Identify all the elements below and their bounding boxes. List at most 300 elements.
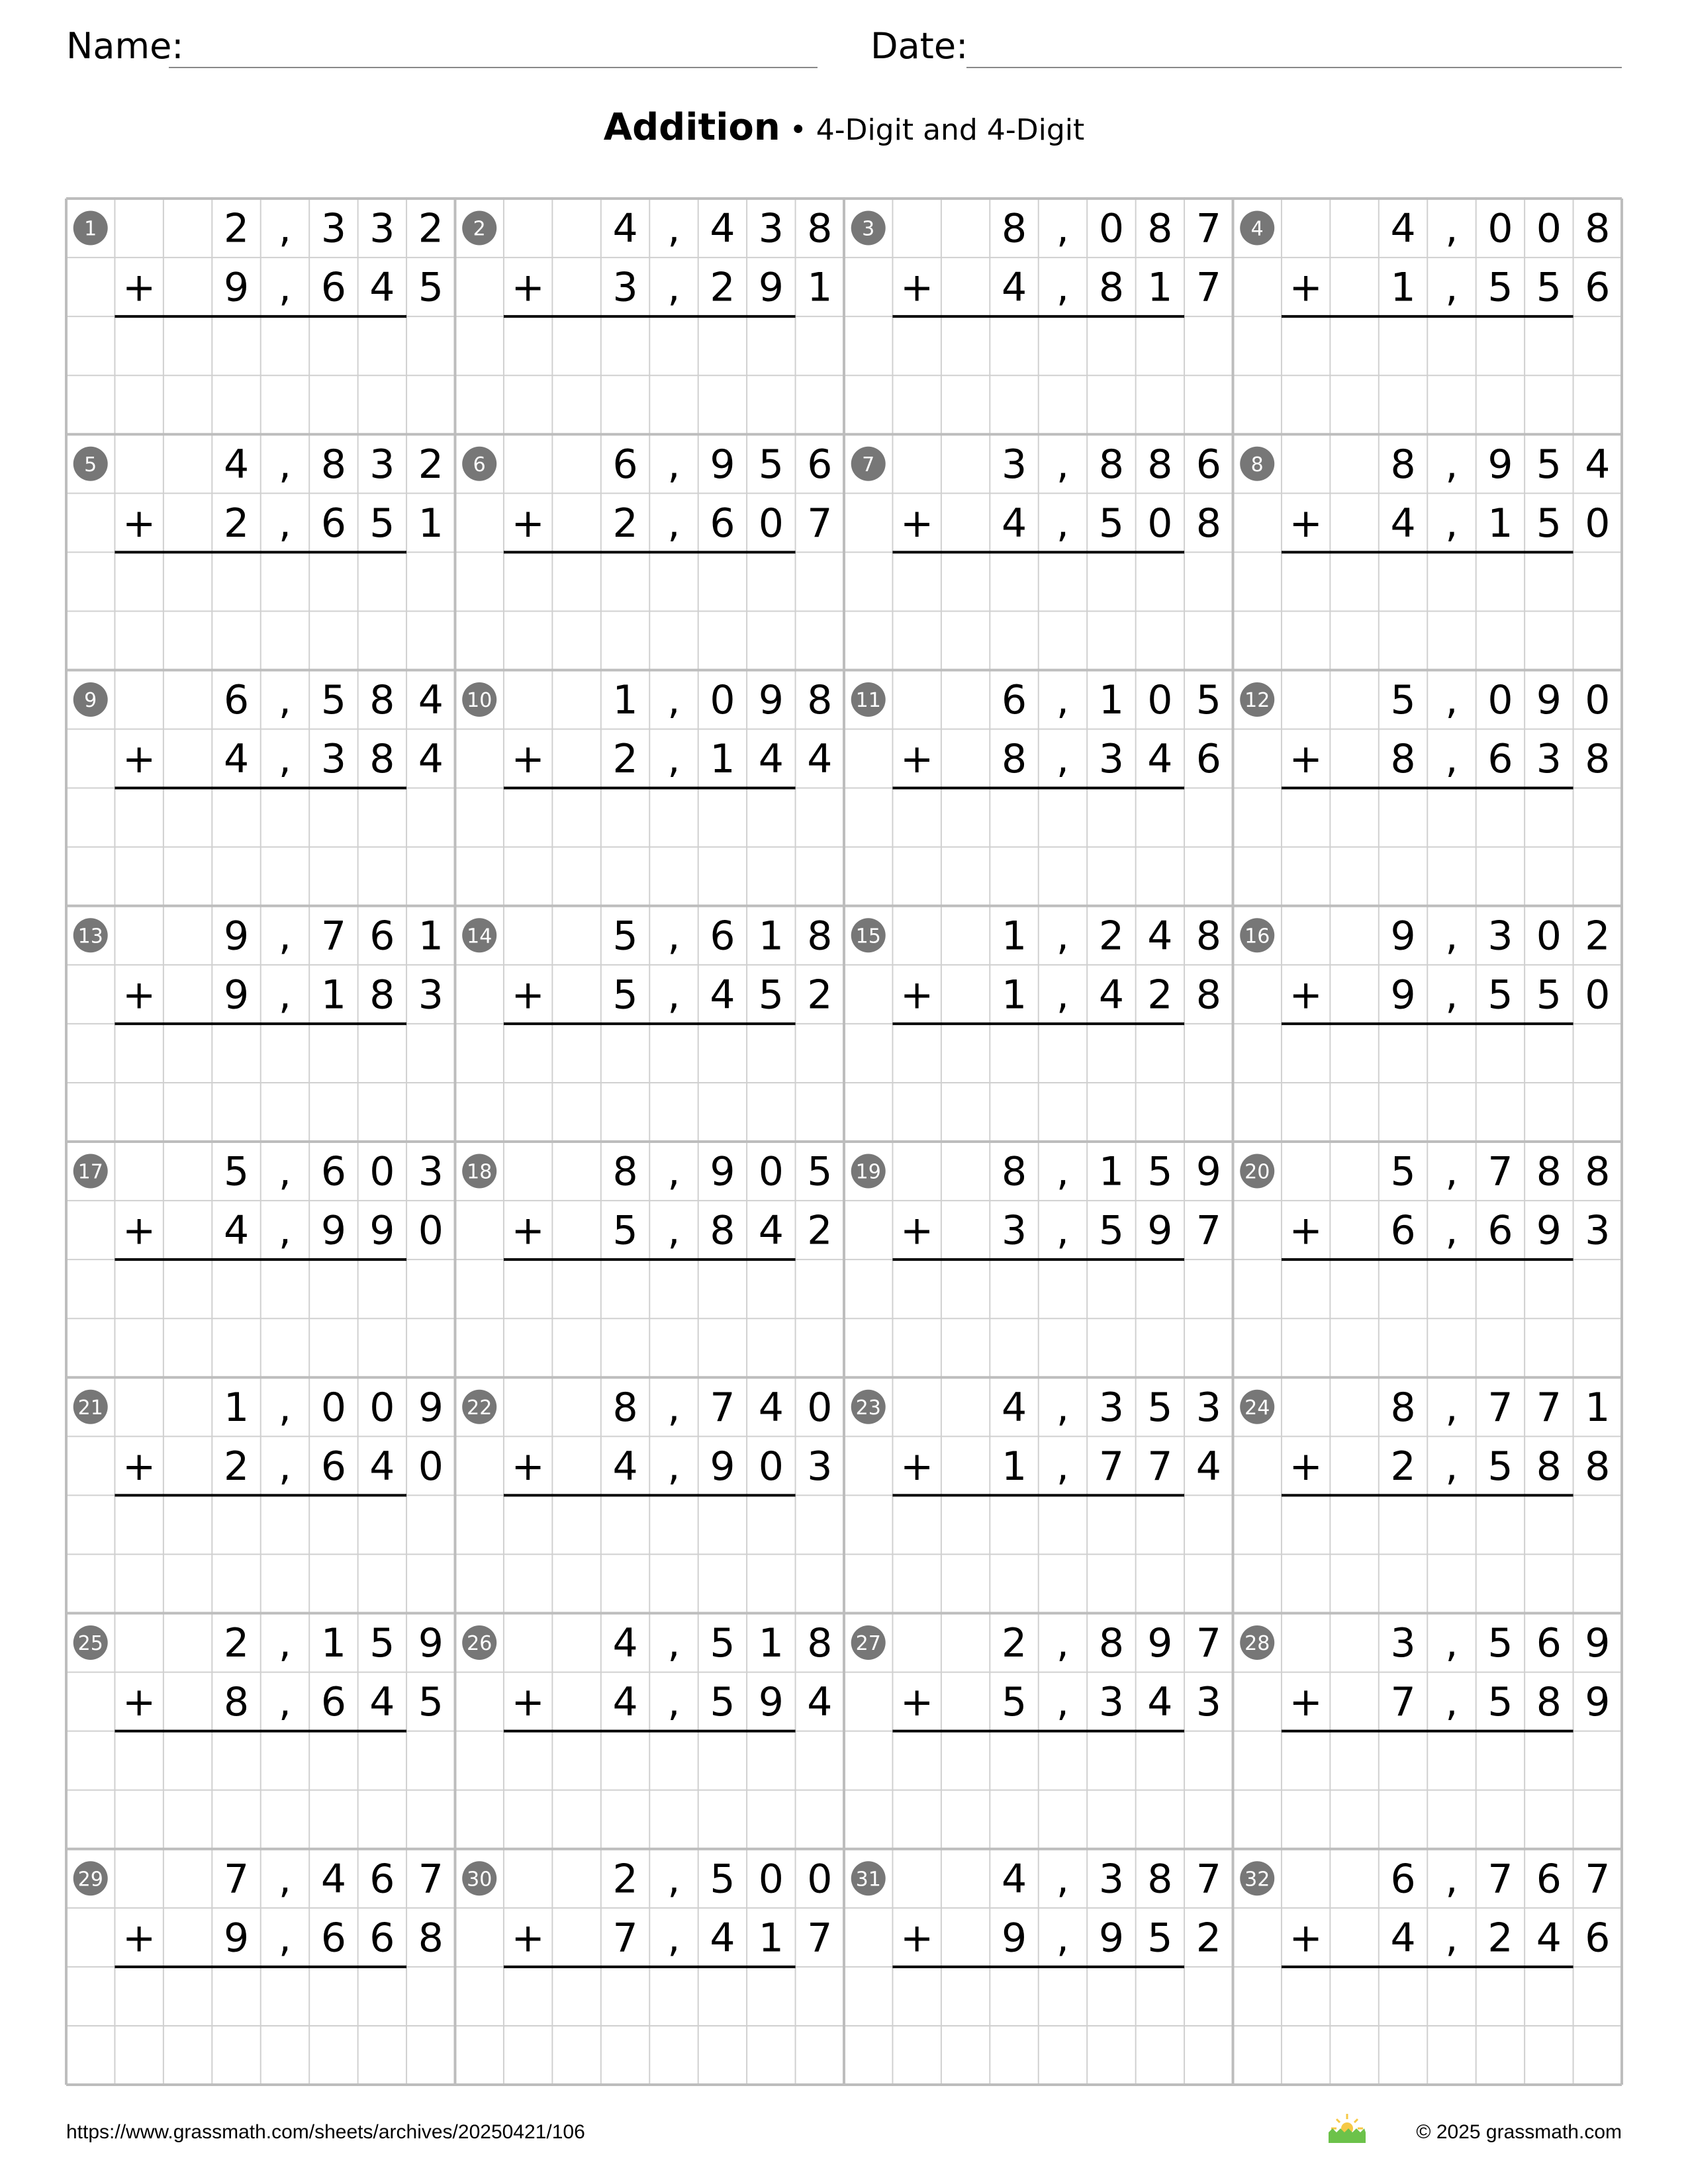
addend-top-digit: 8 — [1390, 1384, 1416, 1431]
addend-top-digit: 7 — [1487, 1856, 1513, 1903]
problem-number: 4 — [1250, 217, 1264, 241]
addend-top-digit: 4 — [710, 205, 735, 252]
addend-top-digit: 9 — [1536, 677, 1562, 724]
plus-sign: + — [122, 500, 156, 547]
addend-top-digit: 9 — [1585, 1620, 1611, 1667]
addend-top-digit: , — [1056, 1856, 1070, 1903]
addend-bottom-digit: 3 — [1001, 1207, 1027, 1254]
addend-top-digit: , — [278, 1620, 292, 1667]
addend-bottom-digit: 9 — [758, 264, 784, 311]
plus-sign: + — [122, 1679, 156, 1726]
addend-top-digit: 5 — [1536, 441, 1562, 488]
addend-bottom-digit: 0 — [1147, 500, 1173, 547]
addend-top-digit: 2 — [612, 1856, 638, 1903]
addend-bottom-digit: 4 — [1390, 1915, 1416, 1962]
addend-bottom-digit: 5 — [1487, 1443, 1513, 1490]
addend-bottom-digit: 4 — [223, 736, 250, 783]
addend-bottom-digit: 0 — [1585, 500, 1611, 547]
problem-number: 22 — [467, 1396, 492, 1420]
addend-top-digit: 2 — [1098, 913, 1124, 960]
addend-top-digit: 1 — [758, 913, 784, 960]
addend-bottom-digit: 9 — [1585, 1679, 1611, 1726]
addend-top-digit: 8 — [1098, 1620, 1124, 1667]
addend-bottom-digit: 8 — [1196, 972, 1221, 1019]
addend-top-digit: 8 — [1585, 205, 1611, 252]
addend-bottom-digit: 4 — [1147, 736, 1173, 783]
addend-bottom-digit: 1 — [320, 972, 346, 1019]
addend-top-digit: 3 — [1390, 1620, 1416, 1667]
addend-top-digit: 3 — [1196, 1384, 1221, 1431]
addend-top-digit: 7 — [1196, 205, 1221, 252]
addend-bottom-digit: 9 — [223, 972, 250, 1019]
problem-number: 28 — [1244, 1632, 1270, 1656]
addend-bottom-digit: 8 — [1585, 736, 1611, 783]
title-subtitle: 4-Digit and 4-Digit — [816, 113, 1085, 147]
addend-bottom-digit: 5 — [1487, 972, 1513, 1019]
addend-top-digit: , — [667, 1148, 680, 1195]
addend-bottom-digit: 2 — [710, 264, 735, 311]
addend-top-digit: , — [667, 441, 680, 488]
problem-number: 9 — [84, 689, 97, 713]
addend-bottom-digit: 6 — [320, 500, 346, 547]
addend-top-digit: 8 — [807, 677, 833, 724]
addend-bottom-digit: 4 — [418, 736, 444, 783]
problem-number: 20 — [1244, 1160, 1270, 1184]
problem-number: 21 — [77, 1396, 103, 1420]
addend-bottom-digit: 9 — [758, 1679, 784, 1726]
addend-top-digit: 5 — [807, 1148, 833, 1195]
problem-number: 17 — [77, 1160, 103, 1184]
addend-top-digit: 9 — [710, 1148, 735, 1195]
addend-top-digit: 8 — [1196, 913, 1221, 960]
addend-bottom-digit: 0 — [1585, 972, 1611, 1019]
plus-sign: + — [900, 264, 934, 311]
addend-top-digit: 9 — [1390, 913, 1416, 960]
problem-number: 30 — [467, 1868, 492, 1891]
addend-bottom-digit: 2 — [807, 1207, 833, 1254]
addend-top-digit: 3 — [1487, 913, 1513, 960]
name-label: Name: — [66, 25, 184, 67]
addend-bottom-digit: 5 — [1487, 264, 1513, 311]
addend-top-digit: 7 — [1487, 1148, 1513, 1195]
addend-bottom-digit: 9 — [1098, 1915, 1124, 1962]
addend-top-digit: 7 — [418, 1856, 444, 1903]
addend-bottom-digit: 4 — [223, 1207, 250, 1254]
addend-top-digit: 0 — [1536, 205, 1562, 252]
addend-bottom-digit: , — [667, 264, 680, 311]
addend-bottom-digit: , — [278, 1679, 292, 1726]
addend-bottom-digit: 7 — [807, 1915, 833, 1962]
addend-bottom-digit: , — [667, 972, 680, 1019]
problem-number: 5 — [84, 453, 97, 477]
addend-bottom-digit: , — [1056, 264, 1070, 311]
addend-top-digit: 2 — [1585, 913, 1611, 960]
addend-bottom-digit: 4 — [758, 1207, 784, 1254]
addend-top-digit: 1 — [1098, 1148, 1124, 1195]
addend-top-digit: 8 — [1147, 1856, 1173, 1903]
plus-sign: + — [900, 1915, 934, 1962]
addend-top-digit: , — [1056, 205, 1070, 252]
addend-top-digit: 8 — [612, 1384, 638, 1431]
addend-bottom-digit: 8 — [1536, 1443, 1562, 1490]
addend-top-digit: 5 — [1487, 1620, 1513, 1667]
addend-bottom-digit: , — [667, 736, 680, 783]
addend-bottom-digit: 2 — [1147, 972, 1173, 1019]
addend-bottom-digit: , — [1445, 736, 1458, 783]
addend-top-digit: 0 — [369, 1148, 395, 1195]
addend-top-digit: 8 — [1147, 441, 1173, 488]
addend-top-digit: , — [1056, 913, 1070, 960]
addend-top-digit: 9 — [1147, 1620, 1173, 1667]
addend-top-digit: 4 — [758, 1384, 784, 1431]
addend-bottom-digit: 5 — [1536, 264, 1562, 311]
addend-bottom-digit: 5 — [1536, 972, 1562, 1019]
addend-bottom-digit: 4 — [710, 1915, 735, 1962]
addend-bottom-digit: , — [667, 1207, 680, 1254]
addend-bottom-digit: , — [278, 1915, 292, 1962]
addend-top-digit: 1 — [223, 1384, 250, 1431]
addend-bottom-digit: 5 — [710, 1679, 735, 1726]
addend-top-digit: 8 — [1001, 1148, 1027, 1195]
addend-top-digit: 6 — [223, 677, 250, 724]
problem-number: 31 — [855, 1868, 881, 1891]
addend-top-digit: 9 — [418, 1384, 444, 1431]
addend-bottom-digit: 8 — [418, 1915, 444, 1962]
addend-top-digit: 3 — [758, 205, 784, 252]
problem-number: 29 — [77, 1868, 103, 1891]
addend-bottom-digit: , — [1445, 1679, 1458, 1726]
addend-top-digit: 3 — [1098, 1384, 1124, 1431]
addend-bottom-digit: 2 — [1196, 1915, 1221, 1962]
addend-top-digit: 5 — [710, 1856, 735, 1903]
addend-top-digit: 2 — [418, 441, 444, 488]
plus-sign: + — [900, 500, 934, 547]
addend-bottom-digit: , — [1056, 1207, 1070, 1254]
addend-top-digit: 5 — [758, 441, 784, 488]
addend-bottom-digit: , — [1445, 264, 1458, 311]
addend-top-digit: , — [278, 913, 292, 960]
addend-bottom-digit: 2 — [223, 1443, 250, 1490]
addend-bottom-digit: 1 — [418, 500, 444, 547]
addend-bottom-digit: , — [278, 264, 292, 311]
addend-bottom-digit: 5 — [1098, 500, 1124, 547]
addend-bottom-digit: 7 — [1147, 1443, 1173, 1490]
addend-bottom-digit: 6 — [1585, 1915, 1611, 1962]
addend-bottom-digit: 3 — [1585, 1207, 1611, 1254]
addend-top-digit: 3 — [369, 441, 395, 488]
addend-top-digit: 0 — [1536, 913, 1562, 960]
addend-bottom-digit: 3 — [1098, 736, 1124, 783]
title-separator: • — [780, 113, 816, 147]
addend-bottom-digit: 9 — [223, 264, 250, 311]
addend-bottom-digit: 0 — [418, 1207, 444, 1254]
addend-top-digit: 6 — [612, 441, 638, 488]
plus-sign: + — [122, 1443, 156, 1490]
addend-bottom-digit: 4 — [1098, 972, 1124, 1019]
addend-bottom-digit: 2 — [1390, 1443, 1416, 1490]
addend-top-digit: 6 — [1536, 1620, 1562, 1667]
addend-bottom-digit: , — [667, 500, 680, 547]
addend-top-digit: , — [667, 913, 680, 960]
addend-top-digit: 4 — [418, 677, 444, 724]
addend-bottom-digit: 4 — [1147, 1679, 1173, 1726]
addend-top-digit: 4 — [612, 1620, 638, 1667]
addend-top-digit: 9 — [223, 913, 250, 960]
addend-bottom-digit: 8 — [223, 1679, 250, 1726]
addend-bottom-digit: 5 — [1487, 1679, 1513, 1726]
addend-top-digit: 4 — [1001, 1856, 1027, 1903]
addend-bottom-digit: 8 — [1098, 264, 1124, 311]
plus-sign: + — [900, 1679, 934, 1726]
problem-number: 18 — [467, 1160, 492, 1184]
addend-top-digit: , — [667, 1856, 680, 1903]
addend-top-digit: 2 — [418, 205, 444, 252]
addend-bottom-digit: 8 — [710, 1207, 735, 1254]
plus-sign: + — [1289, 264, 1323, 311]
addend-top-digit: 8 — [1536, 1148, 1562, 1195]
addend-bottom-digit: 1 — [1390, 264, 1416, 311]
addend-top-digit: 3 — [418, 1148, 444, 1195]
plus-sign: + — [900, 1443, 934, 1490]
addend-bottom-digit: 6 — [710, 500, 735, 547]
addend-bottom-digit: , — [1445, 972, 1458, 1019]
addend-bottom-digit: 5 — [369, 500, 395, 547]
addend-top-digit: 6 — [369, 913, 395, 960]
addend-bottom-digit: 2 — [612, 736, 638, 783]
addend-top-digit: 0 — [1098, 205, 1124, 252]
addend-bottom-digit: 1 — [1487, 500, 1513, 547]
problem-number: 26 — [467, 1632, 492, 1656]
addend-bottom-digit: 1 — [758, 1915, 784, 1962]
problem-number: 25 — [77, 1632, 103, 1656]
addend-top-digit: 0 — [807, 1856, 833, 1903]
addend-bottom-digit: 4 — [612, 1443, 638, 1490]
addend-bottom-digit: 6 — [1487, 736, 1513, 783]
addend-top-digit: 4 — [223, 441, 250, 488]
addend-bottom-digit: , — [278, 972, 292, 1019]
addend-top-digit: 6 — [1196, 441, 1221, 488]
addend-top-digit: 0 — [807, 1384, 833, 1431]
addend-top-digit: 0 — [758, 1148, 784, 1195]
addend-top-digit: , — [1056, 441, 1070, 488]
addend-top-digit: 8 — [807, 205, 833, 252]
addend-bottom-digit: 9 — [1147, 1207, 1173, 1254]
addend-bottom-digit: 9 — [1001, 1915, 1027, 1962]
addend-bottom-digit: , — [1056, 500, 1070, 547]
addend-bottom-digit: 7 — [1196, 264, 1221, 311]
addend-bottom-digit: 7 — [612, 1915, 638, 1962]
problem-number: 15 — [855, 925, 881, 948]
addend-bottom-digit: 3 — [1536, 736, 1562, 783]
plus-sign: + — [1289, 1443, 1323, 1490]
addend-bottom-digit: 1 — [710, 736, 735, 783]
plus-sign: + — [122, 1915, 156, 1962]
date-label: Date: — [870, 25, 968, 67]
addend-bottom-digit: 5 — [418, 1679, 444, 1726]
addend-top-digit: 7 — [1536, 1384, 1562, 1431]
addend-top-digit: 1 — [612, 677, 638, 724]
addend-bottom-digit: 9 — [1390, 972, 1416, 1019]
addend-top-digit: 0 — [369, 1384, 395, 1431]
addend-top-digit: 8 — [807, 913, 833, 960]
addend-top-digit: , — [1445, 677, 1458, 724]
addend-top-digit: , — [1445, 205, 1458, 252]
plus-sign: + — [511, 1443, 545, 1490]
addend-top-digit: , — [1445, 1856, 1458, 1903]
addend-top-digit: 4 — [1390, 205, 1416, 252]
addend-top-digit: , — [1445, 1148, 1458, 1195]
addend-bottom-digit: 7 — [807, 500, 833, 547]
addend-bottom-digit: 5 — [418, 264, 444, 311]
problem-number: 7 — [862, 453, 875, 477]
addend-top-digit: 6 — [369, 1856, 395, 1903]
addend-top-digit: , — [1445, 441, 1458, 488]
addend-bottom-digit: 5 — [1098, 1207, 1124, 1254]
addend-bottom-digit: 6 — [1585, 264, 1611, 311]
addend-top-digit: 8 — [807, 1620, 833, 1667]
addend-bottom-digit: , — [1445, 1207, 1458, 1254]
addend-top-digit: , — [1445, 913, 1458, 960]
addend-bottom-digit: 7 — [1196, 1207, 1221, 1254]
problem-number: 3 — [862, 217, 875, 241]
addend-top-digit: 1 — [758, 1620, 784, 1667]
addend-bottom-digit: 9 — [369, 1207, 395, 1254]
problem-number: 32 — [1244, 1868, 1270, 1891]
addend-bottom-digit: 8 — [1196, 500, 1221, 547]
addend-bottom-digit: 8 — [1001, 736, 1027, 783]
addend-bottom-digit: , — [1445, 500, 1458, 547]
addend-top-digit: 0 — [1487, 205, 1513, 252]
plus-sign: + — [1289, 972, 1323, 1019]
addend-top-digit: , — [1445, 1620, 1458, 1667]
addend-top-digit: 0 — [1487, 677, 1513, 724]
addend-top-digit: 4 — [1585, 441, 1611, 488]
addend-bottom-digit: 4 — [1001, 264, 1027, 311]
addend-bottom-digit: 8 — [1390, 736, 1416, 783]
problem-number: 16 — [1244, 925, 1270, 948]
addend-top-digit: 2 — [223, 205, 250, 252]
addend-bottom-digit: 6 — [369, 1915, 395, 1962]
addend-bottom-digit: 1 — [807, 264, 833, 311]
problem-number: 10 — [467, 689, 492, 713]
addend-top-digit: 7 — [1487, 1384, 1513, 1431]
addend-bottom-digit: 6 — [320, 1443, 346, 1490]
addend-bottom-digit: 0 — [758, 500, 784, 547]
addend-top-digit: 5 — [710, 1620, 735, 1667]
addend-bottom-digit: 4 — [369, 1679, 395, 1726]
addend-bottom-digit: 5 — [612, 1207, 638, 1254]
addend-top-digit: , — [278, 1148, 292, 1195]
addend-top-digit: , — [667, 1384, 680, 1431]
addend-top-digit: 3 — [1098, 1856, 1124, 1903]
plus-sign: + — [1289, 736, 1323, 783]
problem-number: 8 — [1250, 453, 1264, 477]
addend-top-digit: 0 — [758, 1856, 784, 1903]
addend-bottom-digit: 3 — [320, 736, 346, 783]
addend-bottom-digit: 5 — [1147, 1915, 1173, 1962]
addend-bottom-digit: , — [1056, 1443, 1070, 1490]
problem-number: 27 — [855, 1632, 881, 1656]
addend-top-digit: 0 — [320, 1384, 346, 1431]
addend-top-digit: 4 — [320, 1856, 346, 1903]
addend-top-digit: 9 — [1487, 441, 1513, 488]
addend-top-digit: 6 — [807, 441, 833, 488]
addend-bottom-digit: 6 — [1487, 1207, 1513, 1254]
addend-bottom-digit: 4 — [758, 736, 784, 783]
addend-bottom-digit: 3 — [807, 1443, 833, 1490]
addend-top-digit: 0 — [1147, 677, 1173, 724]
plus-sign: + — [511, 500, 545, 547]
addend-top-digit: 8 — [612, 1148, 638, 1195]
addend-top-digit: 8 — [1001, 205, 1027, 252]
plus-sign: + — [1289, 500, 1323, 547]
addend-top-digit: 8 — [1147, 205, 1173, 252]
addend-top-digit: , — [667, 205, 680, 252]
addend-top-digit: , — [1056, 1620, 1070, 1667]
addend-top-digit: , — [667, 677, 680, 724]
plus-sign: + — [122, 736, 156, 783]
addend-top-digit: 7 — [710, 1384, 735, 1431]
plus-sign: + — [1289, 1915, 1323, 1962]
addend-bottom-digit: 0 — [418, 1443, 444, 1490]
addend-top-digit: 7 — [320, 913, 346, 960]
addend-bottom-digit: 4 — [369, 1443, 395, 1490]
addend-top-digit: 8 — [320, 441, 346, 488]
addend-top-digit: 0 — [1585, 677, 1611, 724]
addend-bottom-digit: 4 — [807, 1679, 833, 1726]
addend-bottom-digit: 2 — [612, 500, 638, 547]
addend-top-digit: , — [278, 1384, 292, 1431]
addend-bottom-digit: 9 — [223, 1915, 250, 1962]
addend-bottom-digit: 1 — [1001, 972, 1027, 1019]
problem-number: 11 — [855, 689, 881, 713]
addend-bottom-digit: 2 — [1487, 1915, 1513, 1962]
addend-top-digit: 7 — [1196, 1856, 1221, 1903]
addend-bottom-digit: 6 — [320, 264, 346, 311]
addend-top-digit: 5 — [320, 677, 346, 724]
plus-sign: + — [1289, 1207, 1323, 1254]
addend-bottom-digit: , — [278, 736, 292, 783]
addend-top-digit: 6 — [1001, 677, 1027, 724]
addend-top-digit: 4 — [612, 205, 638, 252]
addend-bottom-digit: , — [667, 1443, 680, 1490]
problem-number: 2 — [473, 217, 486, 241]
plus-sign: + — [511, 1207, 545, 1254]
addend-bottom-digit: 4 — [369, 264, 395, 311]
addend-bottom-digit: 4 — [807, 736, 833, 783]
addend-bottom-digit: 9 — [1536, 1207, 1562, 1254]
addend-top-digit: 5 — [1390, 677, 1416, 724]
addend-top-digit: 5 — [612, 913, 638, 960]
addend-top-digit: 1 — [1001, 913, 1027, 960]
addend-bottom-digit: 3 — [612, 264, 638, 311]
problem-number: 1 — [84, 217, 97, 241]
addend-bottom-digit: 6 — [1196, 736, 1221, 783]
addend-top-digit: 4 — [1001, 1384, 1027, 1431]
plus-sign: + — [511, 736, 545, 783]
addend-bottom-digit: 6 — [320, 1679, 346, 1726]
addend-top-digit: 8 — [1585, 1148, 1611, 1195]
problem-number: 14 — [467, 925, 492, 948]
addend-top-digit: 9 — [758, 677, 784, 724]
plus-sign: + — [122, 972, 156, 1019]
plus-sign: + — [1289, 1679, 1323, 1726]
plus-sign: + — [511, 264, 545, 311]
problem-number: 19 — [855, 1160, 881, 1184]
addend-bottom-digit: , — [667, 1679, 680, 1726]
footer-url: https://www.grassmath.com/sheets/archives/20250421/106 — [66, 2121, 585, 2143]
addend-bottom-digit: 6 — [1390, 1207, 1416, 1254]
